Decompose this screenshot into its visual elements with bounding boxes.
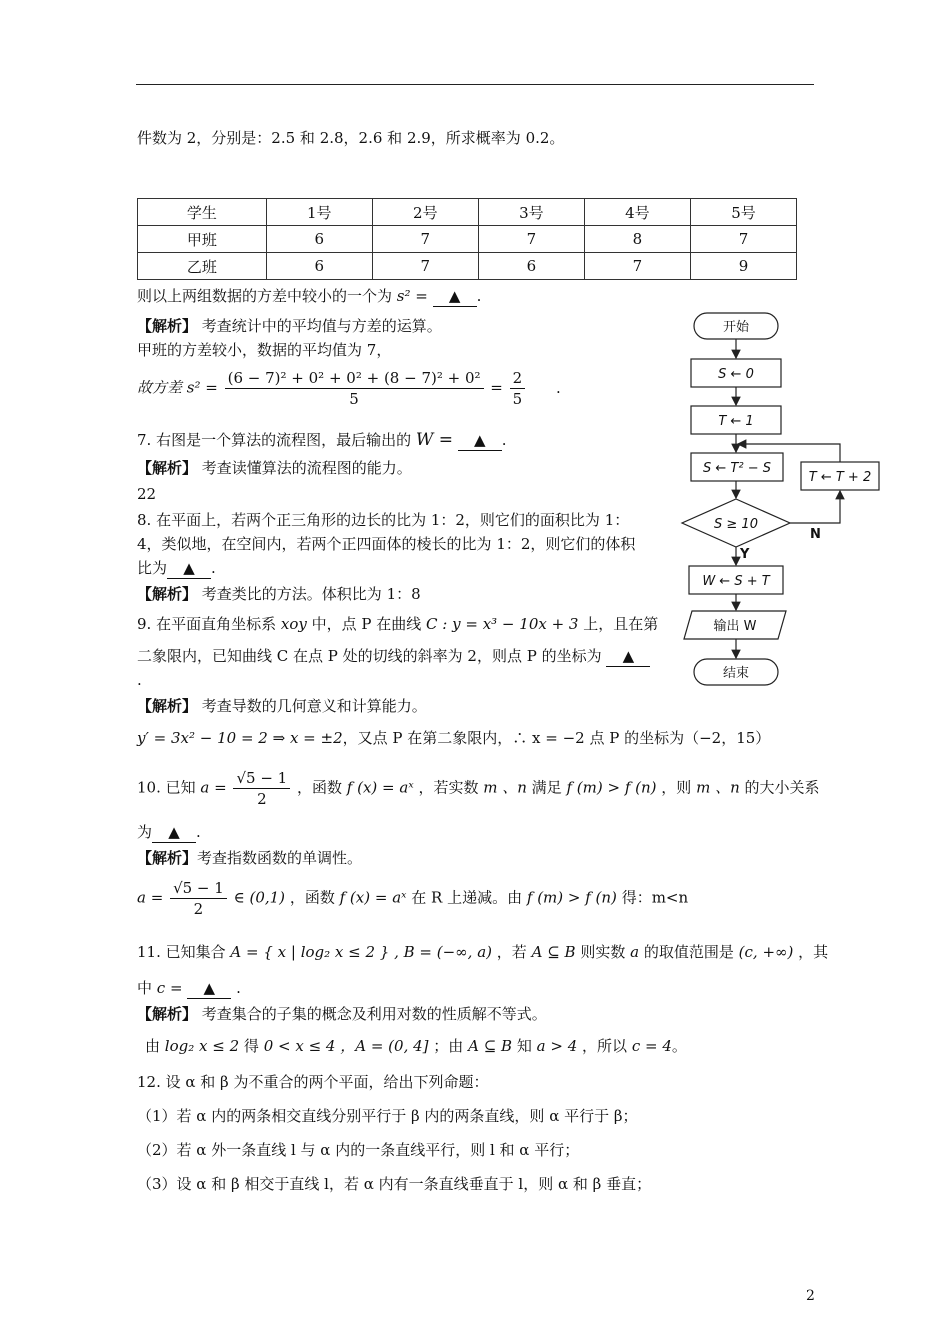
flow-update-t-label: T ← T + 2 xyxy=(808,470,872,485)
q6-dot: . xyxy=(555,378,561,397)
flow-init-t-label: T ← 1 xyxy=(718,414,754,429)
page-number: 2 xyxy=(806,1288,815,1304)
q6-s2: s² = xyxy=(396,287,428,305)
jiexi-tag: 【解析】 xyxy=(137,459,198,477)
table-cell: 甲班 xyxy=(138,226,267,253)
flow-no-label: N xyxy=(810,527,821,542)
q11-text: 得 xyxy=(243,1037,259,1055)
jiexi-tag: 【解析】 xyxy=(137,585,198,603)
q11-text: 。 xyxy=(671,1037,687,1055)
answer-blank: ▲ xyxy=(606,646,650,667)
table-header-row xyxy=(138,199,797,226)
fraction-numerator: (6 − 7)² + 0² + 0² + (8 − 7)² + 0² xyxy=(225,368,484,389)
q10-tail: . xyxy=(196,823,201,841)
q9-jiexi-text: 考查导数的几何意义和计算能力。 xyxy=(201,697,427,715)
table-header-cell: 5号 xyxy=(690,199,796,226)
q10-a-eq: a = xyxy=(137,888,164,907)
q10-jiexi-text: 考查指数函数的单调性。 xyxy=(197,849,363,867)
table-header-cell: 学生 xyxy=(138,199,267,226)
q7-tail: . xyxy=(501,431,507,449)
q11-solution xyxy=(145,1036,687,1056)
flow-start-label: 开始 xyxy=(722,320,750,335)
q7-stem xyxy=(137,430,507,451)
q6-line2: 甲班的方差较小，数据的平均值为 7， xyxy=(137,341,392,359)
fraction-numerator: √5 − 1 xyxy=(170,878,227,899)
q9-text: 9. 在平面直角坐标系 xyxy=(137,615,277,633)
table-cell: 9 xyxy=(690,253,796,280)
table-header-cell: 3号 xyxy=(478,199,584,226)
flow-update-s-label: S ← T² − S xyxy=(703,461,771,476)
q9-solution xyxy=(137,728,770,748)
q11-line2 xyxy=(137,978,241,999)
q9-tail: . xyxy=(137,671,142,689)
fraction-denominator: 2 xyxy=(257,790,267,808)
prev-answer-tail: 件数为 2，分别是：2.5 和 2.8，2.6 和 2.9，所求概率为 0.2。 xyxy=(137,129,565,147)
q6-jiexi-text: 考查统计中的平均值与方差的运算。 xyxy=(201,317,442,335)
q10-a-eq: a = xyxy=(200,778,227,797)
q10-fraction xyxy=(233,768,290,809)
table-cell: 7 xyxy=(584,253,690,280)
q12-stem: 12. 设 α 和 β 为不重合的两个平面，给出下列命题： xyxy=(137,1073,489,1091)
q9-curve: C : y = x³ − 10x + 3 xyxy=(426,615,579,633)
q11-c-eq: c = xyxy=(156,979,183,997)
jiexi-tag: 【解析】 xyxy=(137,317,198,335)
q9-jiexi xyxy=(137,696,427,716)
fraction-denominator: 5 xyxy=(512,390,523,408)
q6-stem xyxy=(137,286,481,307)
q10-line1 xyxy=(137,768,820,809)
table-row xyxy=(138,226,797,253)
q11-text: 中 xyxy=(137,979,153,997)
flow-init-s-label: S ← 0 xyxy=(718,367,754,382)
q10-solution-fraction xyxy=(170,878,227,919)
table-row xyxy=(138,253,797,280)
q9-text: 上，且在第 xyxy=(583,615,659,633)
q11-text: 的取值范围是 xyxy=(643,943,734,961)
q10-interval: ∈ (0,1) xyxy=(233,888,286,907)
q11-math: 0 < x ≤ 4 xyxy=(263,1037,336,1055)
q11-text: 11. 已知集合 xyxy=(137,943,226,961)
variance-fraction xyxy=(225,368,484,409)
q10-inequality: f (m) > f (n) xyxy=(526,888,617,907)
jiexi-tag: 【解析】 xyxy=(137,697,198,715)
q10-solution xyxy=(137,878,688,919)
q10-mn: m 、n xyxy=(696,778,740,797)
q8-tail: . xyxy=(211,559,216,577)
result-fraction xyxy=(510,368,526,409)
q11-jiexi xyxy=(137,1004,547,1024)
flow-output-label: 输出 W xyxy=(713,619,757,634)
q11-text: ，若 xyxy=(496,943,527,961)
answer-blank: ▲ xyxy=(458,430,502,451)
answer-blank: ▲ xyxy=(187,978,231,999)
q7-stem-text: 7. 右图是一个算法的流程图，最后输出的 xyxy=(137,431,412,449)
variance-label: 故方差 s² = xyxy=(137,378,218,397)
table-cell: 8 xyxy=(584,226,690,253)
q11-line1 xyxy=(137,942,828,962)
q8-line2: 4，类似地，在空间内，若两个正四面体的棱长的比为 1：2，则它们的体积 xyxy=(137,535,636,553)
q6-tail: . xyxy=(476,287,482,305)
q8-line1: 8. 在平面上，若两个正三角形的边长的比为 1：2，则它们的面积比为 1： xyxy=(137,511,630,529)
q12-prop-1: （1）若 α 内的两条相交直线分别平行于 β 内的两条直线，则 α 平行于 β； xyxy=(137,1107,638,1125)
q6-variance xyxy=(137,368,561,409)
flow-yes-label: Y xyxy=(740,547,750,562)
q11-a: a xyxy=(630,943,640,961)
q10-text: 10. 已知 xyxy=(137,778,196,797)
q12-prop-2: （2）若 α 外一条直线 l 与 α 内的一条直线平行，则 l 和 α 平行； xyxy=(137,1141,580,1159)
answer-blank: ▲ xyxy=(152,822,196,843)
table-cell: 6 xyxy=(266,253,372,280)
q6-stem-text: 则以上两组数据的方差中较小的一个为 xyxy=(137,287,393,305)
flow-condition-label: S ≥ 10 xyxy=(714,517,758,532)
q11-text: 则实数 xyxy=(580,943,626,961)
q10-line2 xyxy=(137,822,201,843)
jiexi-tag: 【解析】 xyxy=(137,849,198,867)
q7-jiexi-text: 考查读懂算法的流程图的能力。 xyxy=(201,459,412,477)
q7-jiexi xyxy=(137,458,412,478)
q9-xoy: xoy xyxy=(280,615,307,633)
q11-math: log₂ x ≤ 2 xyxy=(164,1037,240,1055)
jiexi-tag: 【解析】 xyxy=(137,1005,198,1023)
q11-text: ；由 xyxy=(433,1037,464,1055)
q8-line3 xyxy=(137,558,216,579)
q11-text: ，其 xyxy=(798,943,829,961)
table-cell: 7 xyxy=(372,226,478,253)
q10-text: ，函数 xyxy=(297,778,343,797)
equals: = xyxy=(490,378,503,397)
q9-line2 xyxy=(137,646,650,667)
q11-subset: A ⊆ B xyxy=(531,943,576,961)
q9-text: 中，点 P 在曲线 xyxy=(311,615,422,633)
table-cell: 7 xyxy=(372,253,478,280)
q9-line1 xyxy=(137,614,658,634)
q11-text: 由 xyxy=(145,1037,161,1055)
algorithm-flowchart xyxy=(678,305,918,695)
q10-text: ，若实数 xyxy=(418,778,479,797)
q12-prop-3: （3）设 α 和 β 相交于直线 l，若 α 内有一条直线垂直于 l，则 α 和 β 垂直； xyxy=(137,1175,652,1193)
q11-math: c = 4 xyxy=(631,1037,672,1055)
q6-jiexi xyxy=(137,316,442,336)
q9-text: 二象限内，已知曲线 C 在点 P 处的切线的斜率为 2，则点 P 的坐标为 xyxy=(137,647,602,665)
q11-sets: A = { x | log₂ x ≤ 2 } , B = (−∞, a) xyxy=(230,943,493,961)
q10-mn: m 、n xyxy=(483,778,527,797)
header-rule xyxy=(136,84,814,85)
table-cell: 6 xyxy=(266,226,372,253)
q7-w: W = xyxy=(415,430,453,450)
flow-w-label: W ← S + T xyxy=(702,574,770,589)
q10-inequality: f (m) > f (n) xyxy=(566,778,657,797)
table-header-cell: 1号 xyxy=(266,199,372,226)
q10-function: f (x) = aˣ xyxy=(346,778,414,797)
q8-line3-text: 比为 xyxy=(137,559,168,577)
q9-derivative: y′ = 3x² − 10 = 2 ⇒ x = ±2 xyxy=(137,729,343,747)
q10-text: ，函数 xyxy=(289,888,335,907)
q10-function: f (x) = aˣ xyxy=(339,888,407,907)
q10-text: 的大小关系 xyxy=(744,778,820,797)
q11-jiexi-text: 考查集合的子集的概念及利用对数的性质解不等式。 xyxy=(201,1005,547,1023)
q11-tail: . xyxy=(236,979,241,997)
answer-blank: ▲ xyxy=(167,558,211,579)
q11-text: 知 xyxy=(516,1037,532,1055)
fraction-denominator: 5 xyxy=(349,390,359,408)
q9-solution-text: ，又点 P 在第二象限内，∴ x = −2 点 P 的坐标为（−2，15） xyxy=(342,729,771,747)
q11-text: ，所以 xyxy=(582,1037,628,1055)
table-cell: 7 xyxy=(690,226,796,253)
table-header-cell: 2号 xyxy=(372,199,478,226)
q11-range: (c, +∞) xyxy=(738,943,794,961)
q10-text: ，则 xyxy=(661,778,692,797)
q11-math: ，A = (0, 4] xyxy=(340,1037,429,1055)
table-header-cell: 4号 xyxy=(584,199,690,226)
q11-math: a > 4 xyxy=(536,1037,578,1055)
scores-table xyxy=(137,198,797,280)
table-cell: 乙班 xyxy=(138,253,267,280)
fraction-numerator: 2 xyxy=(510,368,526,389)
answer-blank: ▲ xyxy=(433,286,477,307)
q10-text: 满足 xyxy=(531,778,562,797)
flow-end-label: 结束 xyxy=(722,666,750,681)
table-cell: 7 xyxy=(478,226,584,253)
q8-jiexi xyxy=(137,584,421,604)
q10-text: 为 xyxy=(137,823,153,841)
q7-answer: 22 xyxy=(137,485,157,503)
fraction-numerator: √5 − 1 xyxy=(233,768,290,789)
q11-math: A ⊆ B xyxy=(468,1037,513,1055)
q10-text: 在 R 上递减。由 xyxy=(411,888,523,907)
q10-text: 得：m<n xyxy=(621,888,689,907)
table-cell: 6 xyxy=(478,253,584,280)
q10-jiexi xyxy=(137,848,362,868)
fraction-denominator: 2 xyxy=(193,900,204,918)
q8-jiexi-text: 考查类比的方法。体积比为 1：8 xyxy=(201,585,421,603)
